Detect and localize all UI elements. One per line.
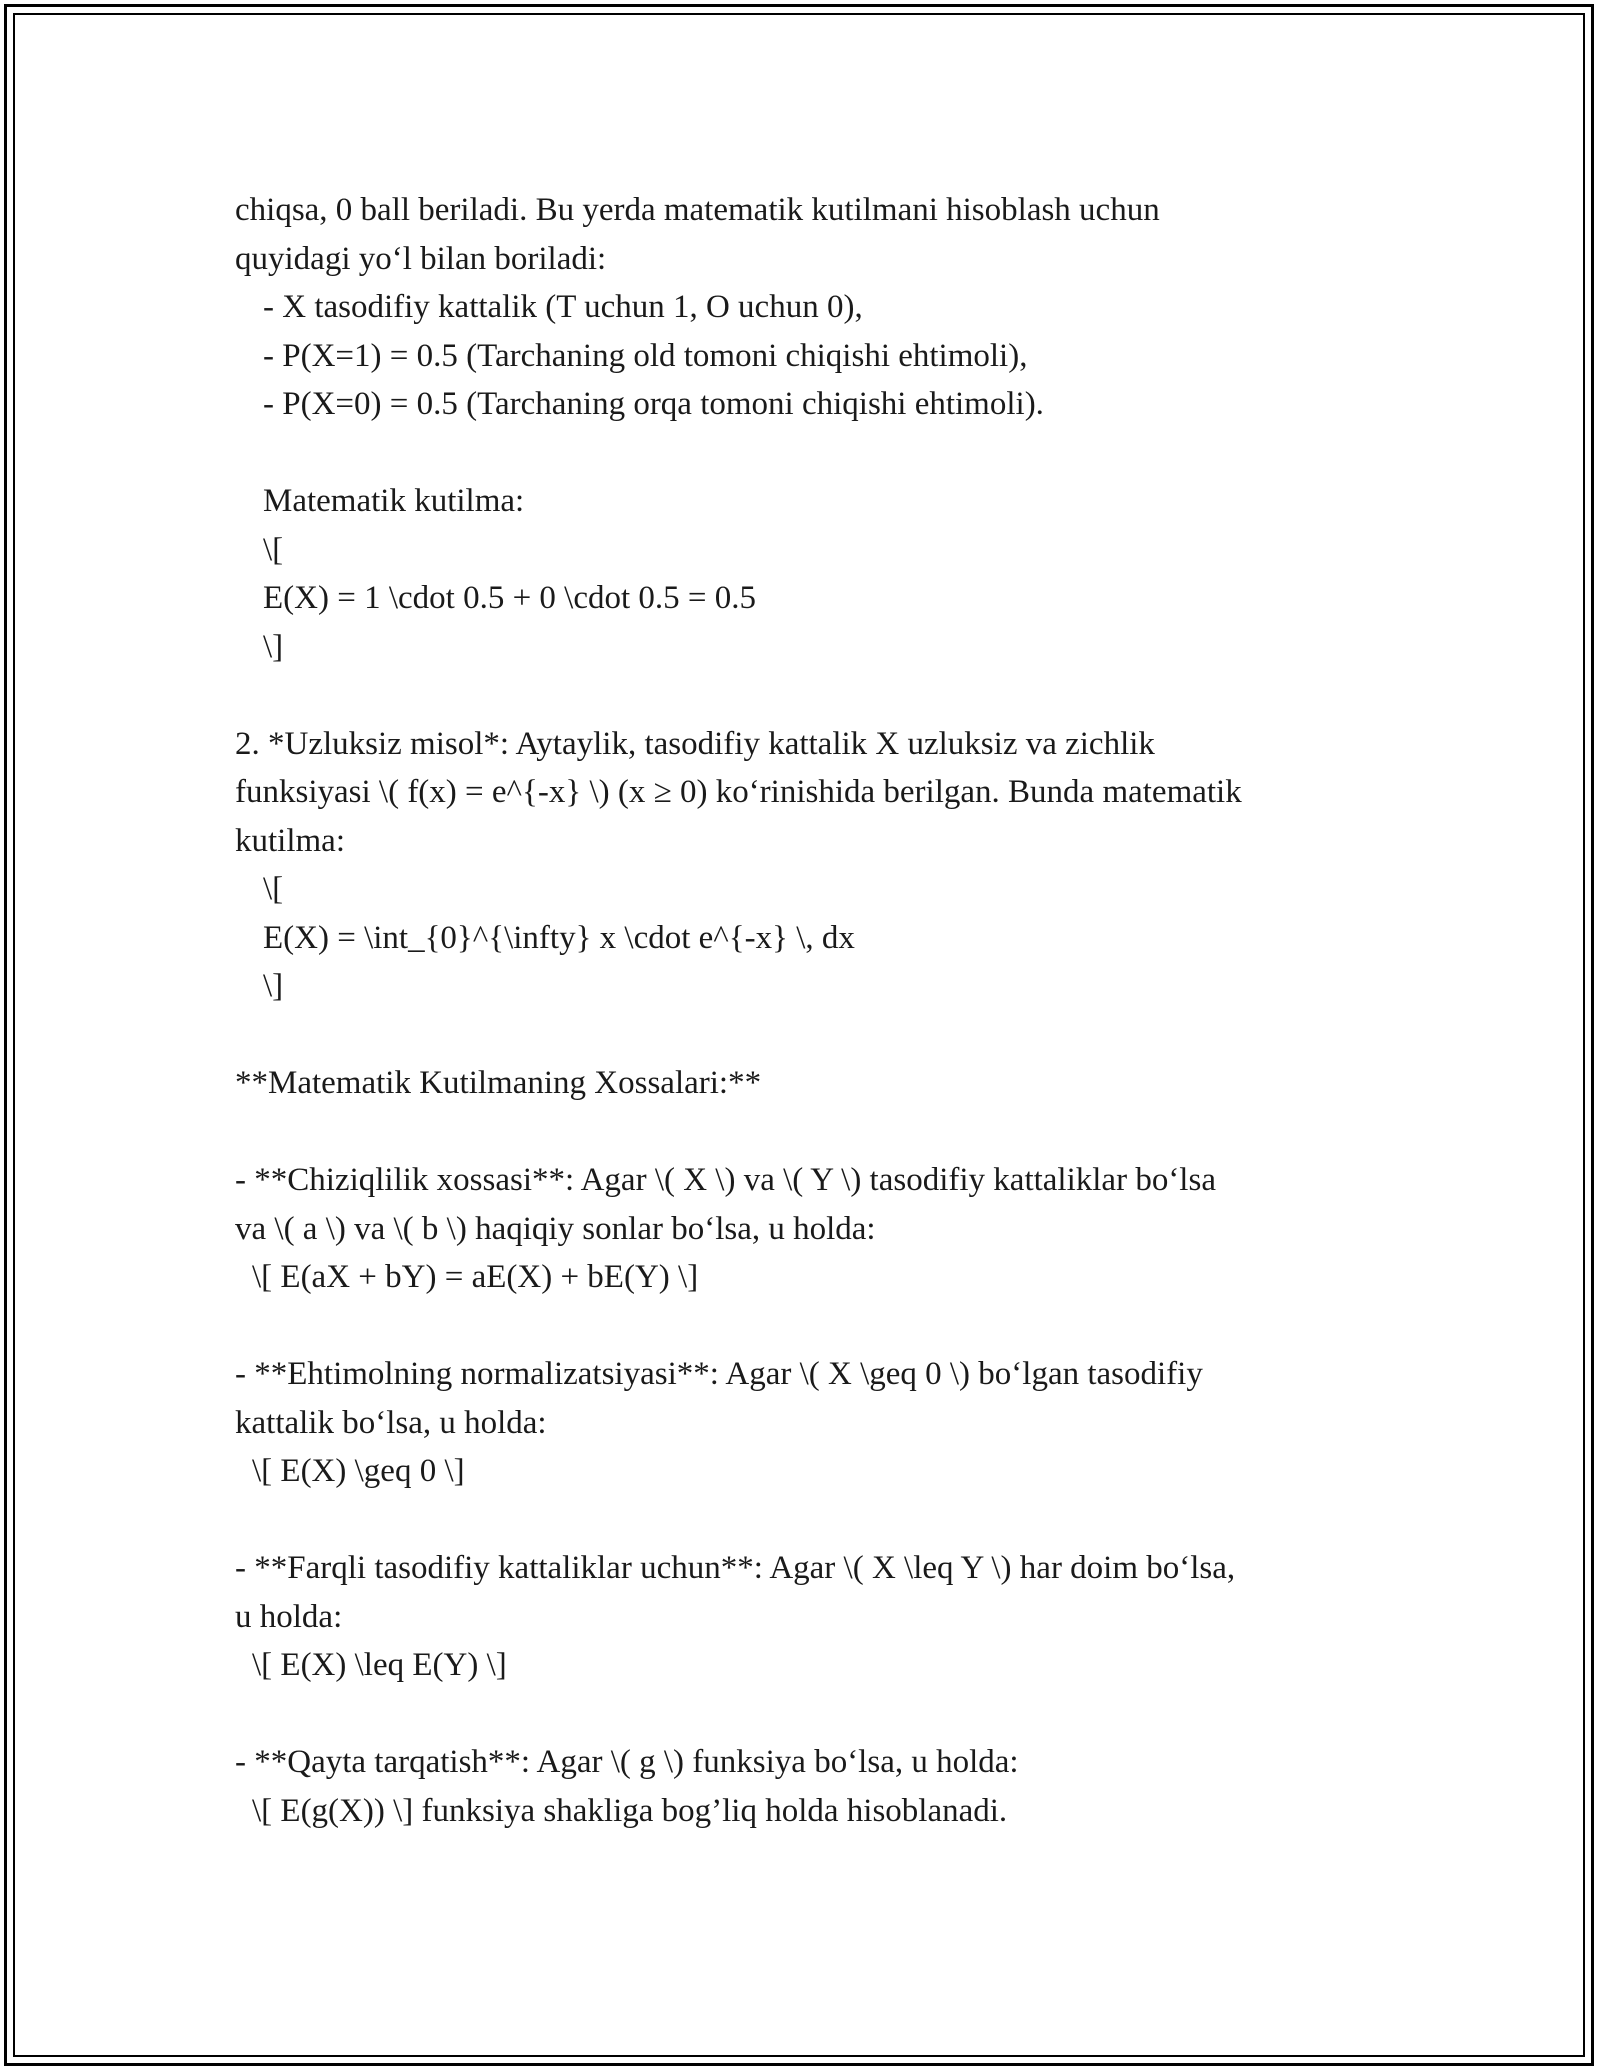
- text-line: chiqsa, 0 ball beriladi. Bu yerda matematik kutilmani hisoblash uchun: [235, 192, 1160, 228]
- text-line: u holda:: [235, 1598, 343, 1635]
- text-line: 2. *Uzluksiz misol*: Aytaylik, tasodifiy kattalik X uzluksiz va zichlik: [235, 725, 1155, 762]
- text-line: - P(X=0) = 0.5 (Tarchaning orqa tomoni chiqishi ehtimoli).: [263, 386, 1044, 422]
- blank-line: [235, 1690, 1375, 1739]
- text-line: - **Chiziqlilik xossasi**: Agar \( X \) va \( Y \) tasodifiy kattaliklar bo‘lsa: [235, 1162, 1216, 1198]
- text-line: **Matematik Kutilmaning Xossalari:**: [235, 1065, 762, 1101]
- text-line: kutilma:: [235, 822, 345, 859]
- text-line: - **Qayta tarqatish**: Agar \( g \) funksiya bo‘lsa, u holda:: [235, 1744, 1019, 1780]
- text-line: quyidagi yo‘l bilan boriladi:: [235, 240, 607, 277]
- blank-line: [235, 1496, 1375, 1545]
- text-line: \[: [263, 531, 284, 568]
- blank-line: [235, 429, 1375, 478]
- text-line: E(X) = 1 \cdot 0.5 + 0 \cdot 0.5 = 0.5: [263, 580, 757, 616]
- text-line: E(X) = \int_{0}^{\infty} x \cdot e^{-x} \, dx: [263, 919, 855, 956]
- text-line: \[ E(aX + bY) = aE(X) + bE(Y) \]: [252, 1259, 699, 1295]
- text-line: \[ E(g(X)) \] funksiya shakliga bog’liq holda hisoblanadi.: [252, 1792, 1008, 1829]
- text-line: va \( a \) va \( b \) haqiqiy sonlar bo‘lsa, u holda:: [235, 1210, 876, 1247]
- text-line: - **Ehtimolning normalizatsiyasi**: Agar \( X \geq 0 \) bo‘lgan tasodifiy: [235, 1356, 1203, 1392]
- text-line: Matematik kutilma:: [263, 483, 525, 519]
- text-line: \]: [263, 968, 284, 1004]
- text-line: \[ E(X) \leq E(Y) \]: [252, 1647, 507, 1683]
- document-body: [235, 186, 1375, 1835]
- text-line: - P(X=1) = 0.5 (Tarchaning old tomoni chiqishi ehtimoli),: [263, 337, 1028, 374]
- text-line: \]: [263, 628, 284, 665]
- blank-line: [235, 1108, 1375, 1157]
- text-line: - X tasodifiy kattalik (T uchun 1, O uchun 0),: [263, 289, 863, 325]
- text-line: kattalik bo‘lsa, u holda:: [235, 1404, 547, 1441]
- text-line: \[: [263, 871, 284, 907]
- text-line: \[ E(X) \geq 0 \]: [252, 1453, 465, 1489]
- blank-line: [235, 671, 1375, 720]
- blank-line: [235, 1302, 1375, 1351]
- text-line: - **Farqli tasodifiy kattaliklar uchun**: Agar \( X \leq Y \) har doim bo‘lsa,: [235, 1550, 1236, 1586]
- blank-line: [235, 1011, 1375, 1060]
- text-line: funksiyasi \( f(x) = e^{-x} \) (x ≥ 0) ko‘rinishida berilgan. Bunda matematik: [235, 774, 1242, 810]
